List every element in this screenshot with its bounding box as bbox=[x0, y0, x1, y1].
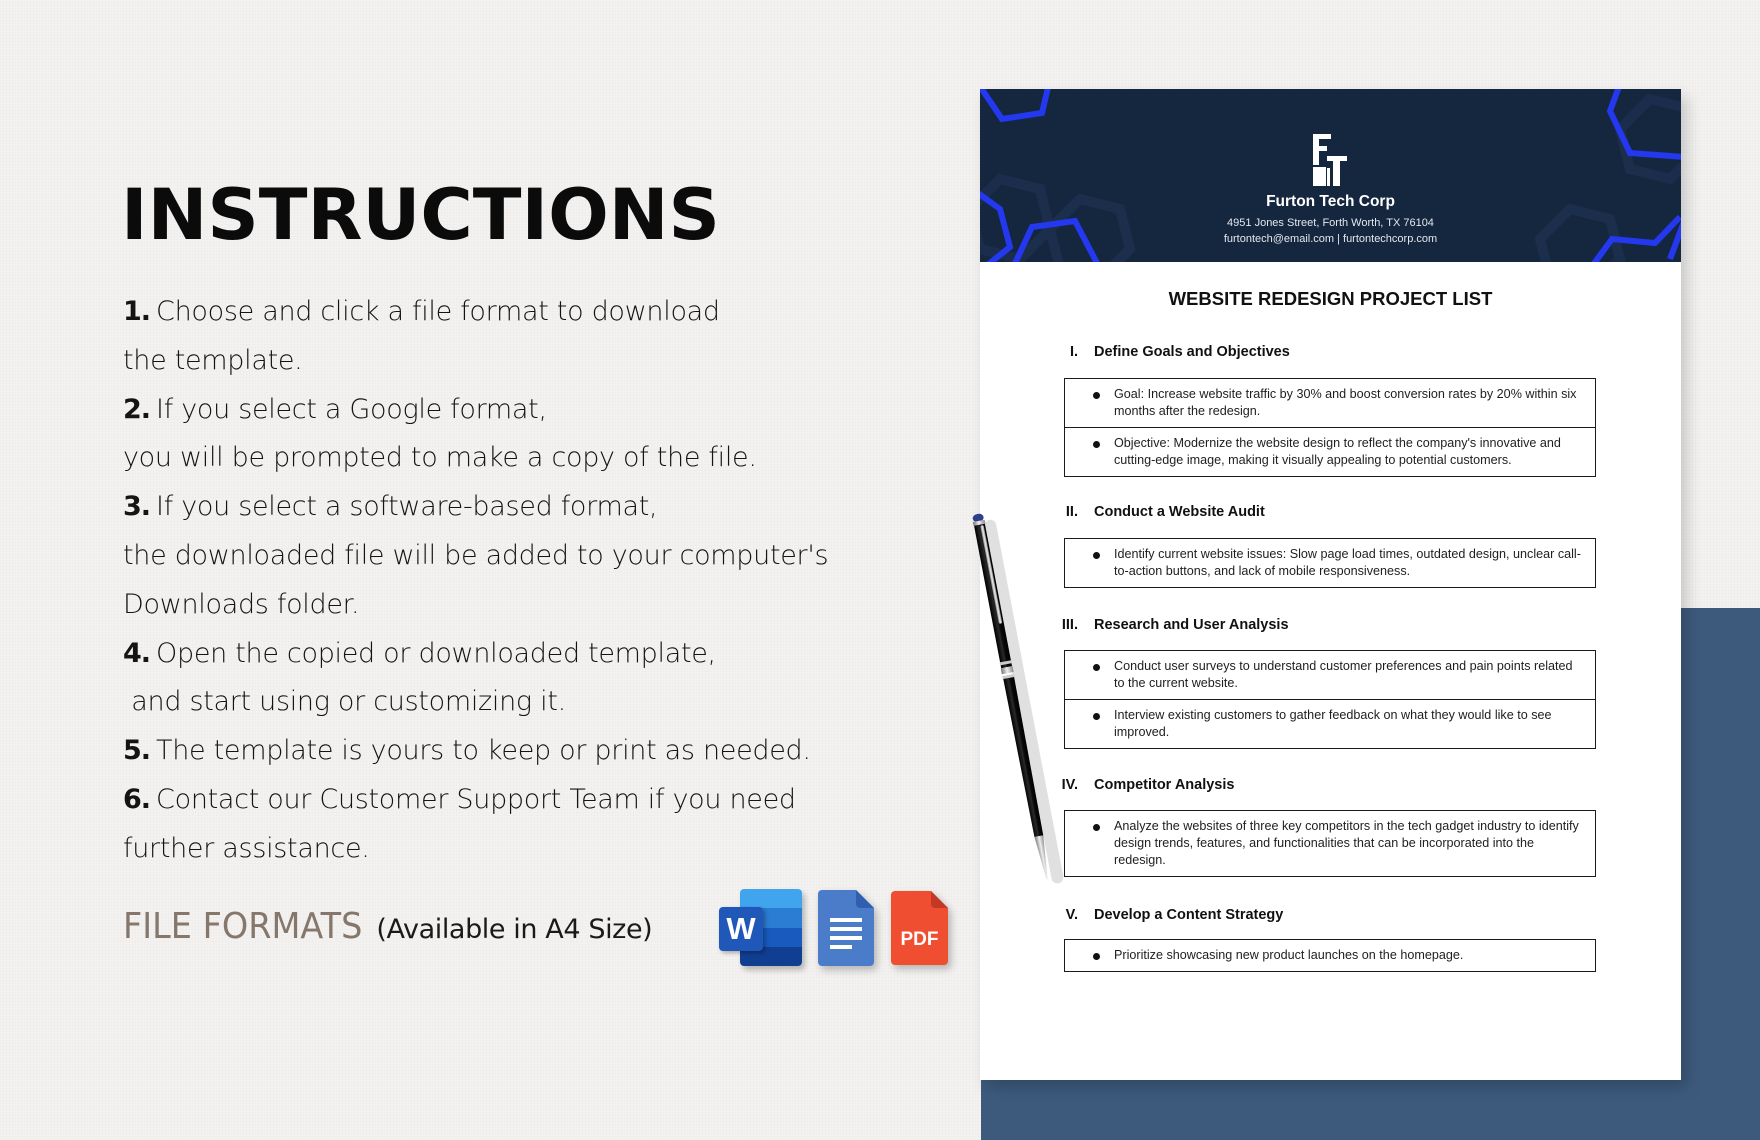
section-items bbox=[1064, 650, 1596, 749]
step-3-line-1 bbox=[123, 483, 923, 532]
document-preview bbox=[980, 89, 1681, 1080]
instructions-steps bbox=[123, 288, 923, 874]
step-number: 6. bbox=[123, 783, 151, 815]
step-2-line-2: you will be prompted to make a copy of the file. bbox=[123, 442, 757, 474]
step-number: 3. bbox=[123, 491, 151, 523]
step-text: Choose and click a file format to download bbox=[156, 296, 720, 327]
step-text: Contact our Customer Support Team if you need bbox=[156, 783, 796, 815]
company-name: Furton Tech Corp bbox=[1266, 193, 1395, 210]
list-item bbox=[1065, 539, 1595, 587]
item-text: Interview existing customers to gather feedback on what they would like to see improved. bbox=[1114, 708, 1552, 739]
bullet-icon bbox=[1093, 552, 1100, 559]
step-text: The template is yours to keep or print as needed. bbox=[156, 735, 811, 767]
word-letter: W bbox=[719, 907, 763, 951]
section-items bbox=[1064, 378, 1596, 477]
bullet-icon bbox=[1093, 953, 1100, 960]
section-items bbox=[1064, 810, 1596, 877]
list-item bbox=[1065, 699, 1595, 748]
step-number: 2. bbox=[123, 393, 151, 425]
company-logo-icon bbox=[1313, 134, 1347, 186]
step-4-line-1 bbox=[123, 630, 923, 679]
section-numeral: V. bbox=[1065, 907, 1078, 923]
section-title: Conduct a Website Audit bbox=[1094, 504, 1265, 520]
word-format-button[interactable] bbox=[719, 889, 803, 967]
pdf-icon bbox=[891, 891, 948, 965]
step-4-line-2: and start using or customizing it. bbox=[123, 686, 566, 718]
step-5-line-1 bbox=[123, 727, 923, 776]
step-text: Open the copied or downloaded template, bbox=[156, 637, 716, 669]
list-item bbox=[1065, 940, 1595, 971]
accent-block-bottom bbox=[981, 1080, 1760, 1140]
step-1-line-2: the template. bbox=[123, 344, 303, 376]
step-2-line-1 bbox=[123, 386, 923, 435]
step-text: If you select a Google format, bbox=[156, 393, 547, 425]
bullet-icon bbox=[1093, 441, 1100, 448]
section-heading bbox=[1064, 504, 1265, 520]
section-numeral: II. bbox=[1065, 504, 1078, 520]
bullet-icon bbox=[1093, 392, 1100, 399]
section-title: Competitor Analysis bbox=[1094, 777, 1235, 793]
list-item bbox=[1065, 427, 1595, 476]
list-item bbox=[1065, 379, 1595, 427]
google-docs-icon bbox=[818, 890, 874, 966]
item-text: Identify current website issues: Slow page load times, outdated design, unclear call-to-action buttons, and lack of mobile responsiveness. bbox=[1114, 547, 1581, 578]
section-heading bbox=[1064, 907, 1283, 923]
section-numeral: I. bbox=[1069, 344, 1078, 360]
list-item bbox=[1065, 811, 1595, 876]
item-text: Conduct user surveys to understand customer preferences and pain points related to the current website. bbox=[1114, 659, 1573, 690]
step-1-line-1 bbox=[123, 288, 923, 337]
pen-icon bbox=[955, 505, 1065, 895]
item-text: Prioritize showcasing new product launches on the homepage. bbox=[1114, 948, 1464, 962]
item-text: Analyze the websites of three key competitors in the tech gadget industry to identify design trends, features, and functionalities that can be incorporated into the redesign. bbox=[1114, 819, 1579, 867]
file-formats-sublabel: (Available in A4 Size) bbox=[376, 914, 653, 945]
section-title: Develop a Content Strategy bbox=[1094, 907, 1284, 923]
step-3-line-3: Downloads folder. bbox=[123, 588, 360, 620]
item-text: Objective: Modernize the website design to reflect the company's innovative and cutting-edge image, making it visually appealing to potential customers. bbox=[1114, 436, 1561, 467]
company-address: 4951 Jones Street, Forth Worth, TX 76104 bbox=[1227, 217, 1434, 229]
step-number: 5. bbox=[123, 735, 151, 767]
list-item bbox=[1065, 651, 1595, 699]
step-text: If you select a software-based format, bbox=[156, 491, 658, 523]
step-6-line-2: further assistance. bbox=[123, 832, 370, 864]
company-contact: furtontech@email.com | furtontechcorp.com bbox=[1223, 233, 1438, 245]
bullet-icon bbox=[1093, 713, 1100, 720]
file-formats-label: FILE FORMATS bbox=[123, 906, 363, 947]
document-header bbox=[980, 89, 1681, 262]
instructions-title: INSTRUCTIONS bbox=[121, 174, 720, 256]
item-text: Goal: Increase website traffic by 30% and boost conversion rates by 20% within six months after the redesign. bbox=[1114, 387, 1577, 418]
section-heading bbox=[1061, 617, 1289, 633]
section-title: Research and User Analysis bbox=[1094, 617, 1289, 633]
pdf-label: PDF bbox=[900, 929, 939, 950]
pdf-format-button[interactable] bbox=[891, 891, 948, 965]
document-title: WEBSITE REDESIGN PROJECT LIST bbox=[1168, 288, 1493, 309]
bullet-icon bbox=[1093, 664, 1100, 671]
section-heading bbox=[1064, 344, 1290, 360]
accent-block bbox=[1681, 608, 1760, 1140]
step-3-line-2: the downloaded file will be added to your computer's bbox=[123, 539, 829, 571]
section-numeral: IV. bbox=[1061, 777, 1078, 793]
google-docs-format-button[interactable] bbox=[818, 890, 874, 966]
section-numeral: III. bbox=[1061, 617, 1078, 633]
section-title: Define Goals and Objectives bbox=[1094, 344, 1290, 360]
section-heading bbox=[1061, 777, 1235, 793]
section-items bbox=[1064, 939, 1596, 972]
step-number: 1. bbox=[123, 296, 151, 327]
file-formats-heading bbox=[123, 906, 652, 947]
step-6-line-1 bbox=[123, 776, 923, 825]
section-items bbox=[1064, 538, 1596, 588]
step-number: 4. bbox=[123, 637, 151, 669]
bullet-icon bbox=[1093, 824, 1100, 831]
